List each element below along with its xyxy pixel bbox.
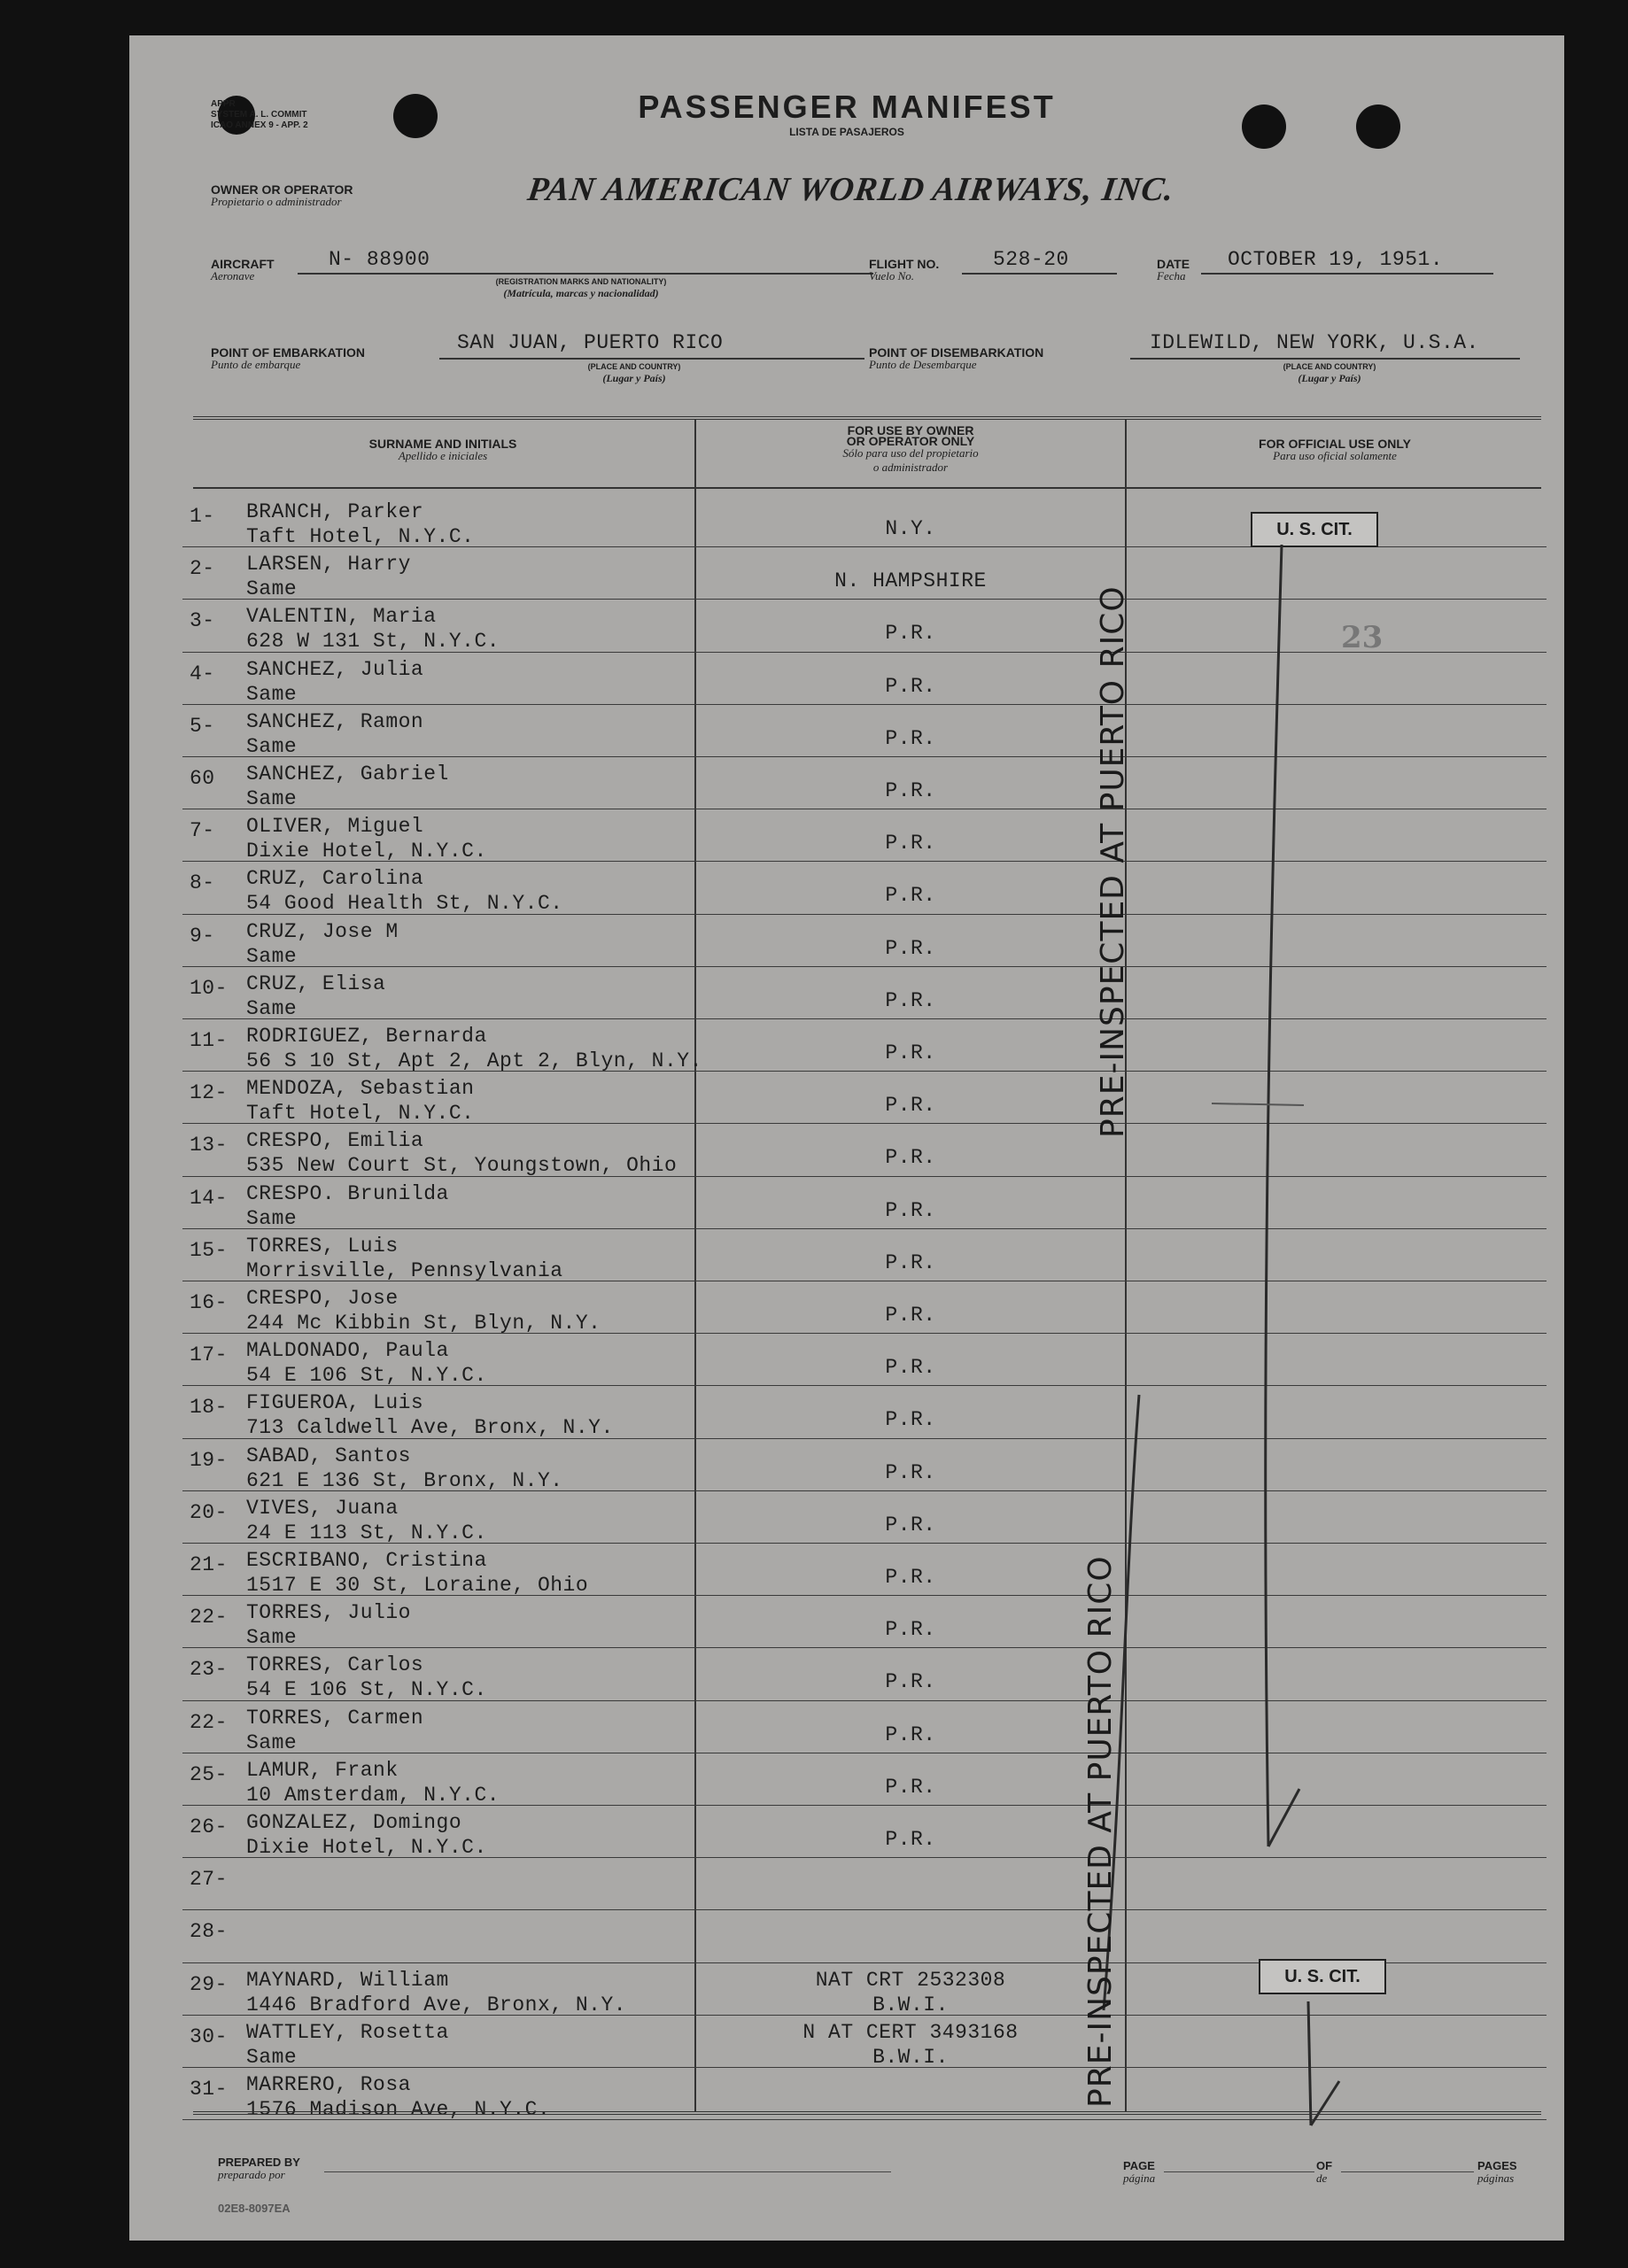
embark-caption <box>546 361 723 385</box>
passenger-name: TORRES, Carlos <box>246 1653 424 1677</box>
row-number: 15- <box>190 1238 228 1262</box>
prepared-label: PREPARED BY <box>218 2156 300 2169</box>
passenger-name: CRESPO. Brunilda <box>246 1181 449 1205</box>
date-label-block <box>1157 259 1190 283</box>
row-number: 9- <box>190 924 215 948</box>
passenger-address: 10 Amsterdam, N.Y.C. <box>246 1783 500 1807</box>
passenger-address: 535 New Court St, Youngstown, Ohio <box>246 1154 678 1178</box>
passenger-address: Same <box>246 2045 298 2069</box>
passenger-address: 713 Caldwell Ave, Bronx, N.Y. <box>246 1416 614 1440</box>
row-number: 18- <box>190 1396 228 1420</box>
check-line-1 <box>1266 545 1282 1846</box>
operator-note: P.R. <box>885 1670 936 1694</box>
check-dash <box>1212 1103 1304 1105</box>
passenger-address: Taft Hotel, N.Y.C. <box>246 1102 475 1126</box>
operator-note: P.R. <box>885 1041 936 1064</box>
flight-label-es: Vuelo No. <box>869 269 915 283</box>
passenger-name: VALENTIN, Maria <box>246 605 437 629</box>
passenger-name: BRANCH, Parker <box>246 500 424 523</box>
row-number: 10- <box>190 976 228 1000</box>
flight-underline <box>962 273 1117 275</box>
passenger-address: Same <box>246 1206 298 1230</box>
passenger-name: SANCHEZ, Julia <box>246 657 424 681</box>
owner-label-es: Propietario o administrador <box>211 195 342 208</box>
passenger-address: 628 W 131 St, N.Y.C. <box>246 630 500 654</box>
row-number: 1- <box>190 505 215 528</box>
passenger-name: LARSEN, Harry <box>246 553 411 577</box>
disembark-label: POINT OF DISEMBARKATION <box>869 345 1044 360</box>
column-header-label: FOR USE BY OWNER <box>847 423 974 437</box>
embark-label: POINT OF EMBARKATION <box>211 345 365 360</box>
place-caption-es: (Lugar y País) <box>602 372 666 384</box>
table-top-rule <box>193 416 1541 420</box>
us-citizen-stamp: U. S. CIT. <box>1251 512 1378 547</box>
row-number: 16- <box>190 1291 228 1314</box>
passenger-address: Same <box>246 944 298 968</box>
column-header-label-es: o administrador <box>872 461 949 474</box>
operator-note: P.R. <box>885 726 936 750</box>
place-caption-en: (PLACE AND COUNTRY) <box>1283 362 1376 371</box>
passenger-name: MARRERO, Rosa <box>246 2073 411 2096</box>
page-label-es: página <box>1123 2171 1156 2185</box>
place-caption-en: (PLACE AND COUNTRY) <box>587 362 681 371</box>
approval-line: ICAO ANNEX 9 - APP. 2 <box>211 120 308 130</box>
punch-hole <box>393 94 438 138</box>
prepared-label-es: preparado por <box>218 2168 285 2181</box>
place-caption-es: (Lugar y País) <box>1298 372 1361 384</box>
passenger-name: MALDONADO, Paula <box>246 1339 449 1363</box>
embark-underline <box>439 358 864 360</box>
owner-label: OWNER OR OPERATOR <box>211 182 353 197</box>
passenger-address: Taft Hotel, N.Y.C. <box>246 525 475 548</box>
operator-note: P.R. <box>885 1356 936 1380</box>
operator-note: P.R. <box>885 884 936 908</box>
page-title: PASSENGER MANIFEST <box>638 89 1056 125</box>
row-number: 30- <box>190 2024 228 2048</box>
passenger-name: SANCHEZ, Ramon <box>246 709 424 733</box>
column-header-operator <box>696 425 1125 475</box>
passenger-address: 54 Good Health St, N.Y.C. <box>246 892 563 916</box>
aircraft-underline <box>298 273 873 275</box>
page-block <box>1123 2161 1155 2186</box>
passenger-address: 56 S 10 St, Apt 2, Apt 2, Blyn, N.Y. <box>246 1049 702 1072</box>
passenger-name: GONZALEZ, Domingo <box>246 1811 462 1834</box>
page-subtitle: LISTA DE PASAJEROS <box>789 126 904 138</box>
operator-note: P.R. <box>885 1828 936 1851</box>
column-header-label-es: Para uso oficial solamente <box>1273 449 1397 462</box>
row-number: 22- <box>190 1606 228 1629</box>
operator-note: P.R. <box>885 1460 936 1484</box>
row-number: 22- <box>190 1710 228 1734</box>
pre-inspected-stamp: PRE-INSPECTED AT PUERTO RICO <box>1095 585 1131 1138</box>
passenger-address: 244 Mc Kibbin St, Blyn, N.Y. <box>246 1312 601 1335</box>
passenger-name: OLIVER, Miguel <box>246 815 424 839</box>
operator-note-2: B.W.I. <box>872 2045 949 2069</box>
of-block <box>1316 2161 1332 2186</box>
approval-block <box>211 99 308 131</box>
row-number: 7- <box>190 819 215 843</box>
passenger-name: TORRES, Luis <box>246 1234 399 1258</box>
passenger-address: Same <box>246 734 298 758</box>
embark-label-es: Punto de embarque <box>211 358 301 371</box>
row-number: 27- <box>190 1868 228 1892</box>
row-number: 26- <box>190 1815 228 1838</box>
row-number: 20- <box>190 1500 228 1524</box>
passenger-name: CRESPO, Jose <box>246 1287 399 1310</box>
passenger-address: Same <box>246 996 298 1020</box>
row-number: 14- <box>190 1186 228 1210</box>
pages-block <box>1477 2161 1517 2186</box>
column-header-label-es: Apellido e iniciales <box>398 449 488 462</box>
pages-label-es: páginas <box>1477 2171 1515 2185</box>
page-label: PAGE <box>1123 2159 1155 2172</box>
row-number: 12- <box>190 1081 228 1105</box>
date-underline <box>1201 273 1493 275</box>
us-citizen-stamp: U. S. CIT. <box>1259 1959 1386 1994</box>
check-line-2 <box>1308 2001 1311 2125</box>
check-tick-1 <box>1268 1789 1299 1846</box>
row-number: 17- <box>190 1343 228 1367</box>
form-code: 02E8-8097EA <box>218 2202 291 2215</box>
page-underline <box>1164 2171 1314 2172</box>
operator-note: P.R. <box>885 1094 936 1118</box>
operator-note: N AT CERT 3493168 <box>802 2020 1019 2044</box>
passenger-name: SANCHEZ, Gabriel <box>246 762 449 786</box>
row-number: 31- <box>190 2078 228 2101</box>
column-header-label: FOR OFFICIAL USE ONLY <box>1259 437 1411 451</box>
date-value: OCTOBER 19, 1951. <box>1228 248 1444 271</box>
operator-note: P.R. <box>885 674 936 698</box>
operator-note: P.R. <box>885 936 936 960</box>
operator-note: P.R. <box>885 622 936 646</box>
passenger-name: ESCRIBANO, Cristina <box>246 1549 487 1572</box>
disembark-label-block <box>869 347 1043 372</box>
column-header-label: OR OPERATOR ONLY <box>846 434 975 448</box>
passenger-name: WATTLEY, Rosetta <box>246 2020 449 2044</box>
passenger-address: 54 E 106 St, N.Y.C. <box>246 1678 487 1702</box>
operator-note: P.R. <box>885 1250 936 1274</box>
passenger-name: CRESPO, Emilia <box>246 1129 424 1153</box>
passenger-address: 1446 Bradford Ave, Bronx, N.Y. <box>246 1993 627 2016</box>
column-header-label-es: Sólo para uso del propietario <box>842 446 979 460</box>
row-number: 25- <box>190 1762 228 1786</box>
passenger-address: 1576 Madison Ave, N.Y.C. <box>246 2098 551 2121</box>
passenger-name: TORRES, Carmen <box>246 1706 424 1730</box>
date-label-es: Fecha <box>1157 269 1186 283</box>
passenger-name: CRUZ, Elisa <box>246 971 386 995</box>
passenger-name: MENDOZA, Sebastian <box>246 1077 475 1101</box>
passenger-address: 1517 E 30 St, Loraine, Ohio <box>246 1574 589 1597</box>
passenger-name: MAYNARD, William <box>246 1968 449 1992</box>
aircraft-label-block <box>211 259 275 283</box>
of-underline <box>1341 2171 1474 2172</box>
operator-note: N.Y. <box>885 517 936 540</box>
operator-note: P.R. <box>885 1146 936 1170</box>
row-number: 4- <box>190 662 215 685</box>
passenger-name: VIVES, Juana <box>246 1496 399 1520</box>
operator-note: P.R. <box>885 1198 936 1222</box>
passenger-name: TORRES, Julio <box>246 1601 411 1625</box>
row-number: 19- <box>190 1448 228 1472</box>
manifest-sheet <box>129 35 1564 2241</box>
date-label: DATE <box>1157 257 1190 271</box>
of-label: OF <box>1316 2159 1333 2172</box>
operator-note: P.R. <box>885 1408 936 1432</box>
operator-note: P.R. <box>885 1722 936 1746</box>
operator-note: P.R. <box>885 1775 936 1799</box>
operator-note: P.R. <box>885 1618 936 1642</box>
row-number: 28- <box>190 1920 228 1944</box>
owner-label-block <box>211 184 353 209</box>
registration-caption-en: (REGISTRATION MARKS AND NATIONALITY) <box>495 277 667 286</box>
table-bottom-rule <box>193 2111 1541 2115</box>
aircraft-label-es: Aeronave <box>211 269 255 283</box>
passenger-address: Dixie Hotel, N.Y.C. <box>246 840 487 863</box>
pre-inspected-stamp: PRE-INSPECTED AT PUERTO RICO <box>1082 1555 1119 2108</box>
column-header-label: SURNAME AND INITIALS <box>368 437 517 451</box>
embark-value: SAN JUAN, PUERTO RICO <box>457 331 724 354</box>
passenger-address: Dixie Hotel, N.Y.C. <box>246 1836 487 1859</box>
flight-value: 528-20 <box>993 248 1069 271</box>
operator-note: P.R. <box>885 1304 936 1327</box>
passenger-address: 54 E 106 St, N.Y.C. <box>246 1364 487 1388</box>
row-number: 5- <box>190 714 215 738</box>
aircraft-label: AIRCRAFT <box>211 257 275 271</box>
row-number: 60 <box>190 767 215 790</box>
approval-line: APPR <box>211 99 236 109</box>
aircraft-value: N- 88900 <box>329 248 430 271</box>
of-label-es: de <box>1316 2171 1328 2185</box>
operator-note: N. HAMPSHIRE <box>834 569 987 593</box>
passenger-address: Same <box>246 1730 298 1754</box>
disembark-label-es: Punto de Desembarque <box>869 358 977 371</box>
row-number: 2- <box>190 557 215 581</box>
pages-label: PAGES <box>1477 2159 1517 2172</box>
passenger-name: CRUZ, Jose M <box>246 919 399 943</box>
passenger-name: CRUZ, Carolina <box>246 867 424 891</box>
row-number: 23- <box>190 1658 228 1682</box>
operator-note: P.R. <box>885 1513 936 1537</box>
operator-note: P.R. <box>885 779 936 802</box>
flight-label-block <box>869 259 939 283</box>
disembark-underline <box>1130 358 1520 360</box>
disembark-value: IDLEWILD, NEW YORK, U.S.A. <box>1150 331 1479 354</box>
disembark-caption <box>1241 361 1418 385</box>
passenger-address: 24 E 113 St, N.Y.C. <box>246 1521 487 1544</box>
passenger-address: Same <box>246 1626 298 1650</box>
operator-note: P.R. <box>885 988 936 1012</box>
header-rule <box>193 487 1541 489</box>
count-mark: 23 <box>1341 620 1384 655</box>
passenger-name: RODRIGUEZ, Bernarda <box>246 1025 487 1048</box>
row-number: 29- <box>190 1972 228 1996</box>
row-number: 3- <box>190 609 215 633</box>
column-header-official <box>1127 438 1543 463</box>
passenger-address: Morrisville, Pennsylvania <box>246 1258 563 1282</box>
registration-caption <box>430 276 732 300</box>
registration-caption-es: (Matrícula, marcas y nacionalidad) <box>503 287 659 299</box>
row-number: 21- <box>190 1553 228 1576</box>
embark-label-block <box>211 347 365 372</box>
column-header-surname <box>191 438 694 463</box>
flight-label: FLIGHT NO. <box>869 257 940 271</box>
airline-name: PAN AMERICAN WORLD AIRWAYS, INC. <box>525 171 1177 208</box>
operator-note: NAT CRT 2532308 <box>815 1968 1006 1992</box>
prepared-by-block <box>218 2157 300 2182</box>
operator-note: P.R. <box>885 832 936 855</box>
title-block <box>608 89 1086 138</box>
row-number: 11- <box>190 1029 228 1052</box>
punch-hole <box>1242 104 1286 149</box>
row-number: 13- <box>190 1134 228 1157</box>
operator-note: P.R. <box>885 1566 936 1589</box>
passenger-name: LAMUR, Frank <box>246 1758 399 1782</box>
punch-hole <box>1356 104 1400 149</box>
row-number: 8- <box>190 871 215 895</box>
check-tick-2 <box>1311 2081 1339 2125</box>
passenger-name: FIGUEROA, Luis <box>246 1391 424 1415</box>
passenger-address: 621 E 136 St, Bronx, N.Y. <box>246 1468 563 1492</box>
passenger-address: Same <box>246 577 298 601</box>
approval-line: SYSTEM A. L. COMMIT <box>211 110 307 120</box>
passenger-address: Same <box>246 787 298 810</box>
passenger-address: Same <box>246 682 298 706</box>
operator-note-2: B.W.I. <box>872 1993 949 2016</box>
passenger-name: SABAD, Santos <box>246 1444 411 1467</box>
prepared-underline <box>324 2171 891 2172</box>
